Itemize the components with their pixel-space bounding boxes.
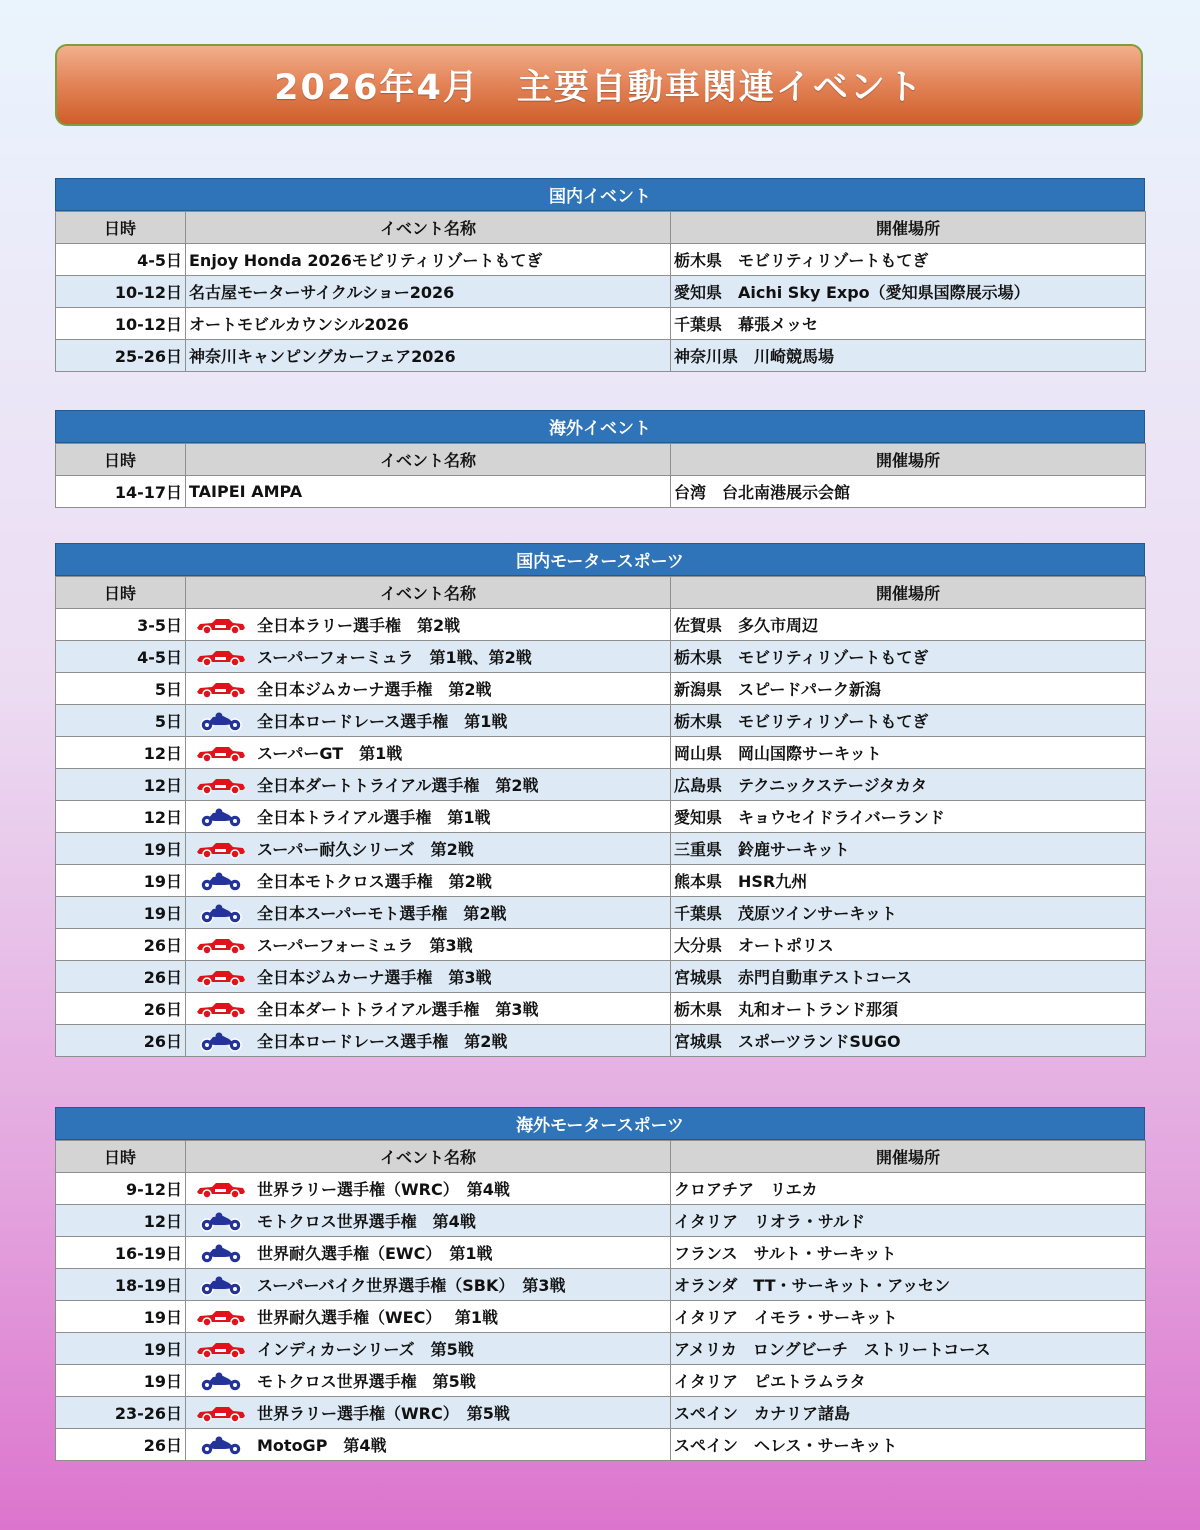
event-venue: スペイン カナリア諸島 bbox=[671, 1397, 1146, 1429]
table-row bbox=[56, 1429, 1146, 1461]
event-name: スーパーバイク世界選手権（SBK） 第3戦 bbox=[257, 1275, 566, 1295]
event-venue: スペイン ヘレス・サーキット bbox=[671, 1429, 1146, 1461]
event-venue: 熊本県 HSR九州 bbox=[671, 865, 1146, 897]
event-venue: 広島県 テクニックステージタカタ bbox=[671, 769, 1146, 801]
events-table bbox=[55, 443, 1146, 508]
event-name: 全日本ダートトライアル選手権 第3戦 bbox=[257, 999, 539, 1019]
race-car-icon bbox=[195, 680, 247, 700]
table-row bbox=[56, 897, 1146, 929]
event-name: モトクロス世界選手権 第4戦 bbox=[257, 1211, 476, 1231]
event-date: 26日 bbox=[56, 929, 186, 961]
motorcycle-icon bbox=[195, 712, 247, 732]
motorcycle-icon bbox=[195, 1244, 247, 1264]
event-name-cell bbox=[186, 897, 671, 929]
table-row bbox=[56, 1333, 1146, 1365]
motorcycle-icon bbox=[195, 1436, 247, 1456]
race-car-icon bbox=[195, 776, 247, 796]
event-name-cell bbox=[186, 737, 671, 769]
table-row bbox=[56, 1205, 1146, 1237]
event-venue: 栃木県 モビリティリゾートもてぎ bbox=[671, 244, 1146, 276]
event-venue: イタリア ピエトラムラタ bbox=[671, 1365, 1146, 1397]
event-date: 12日 bbox=[56, 769, 186, 801]
motorcycle-icon bbox=[195, 808, 247, 828]
event-name-cell bbox=[186, 1173, 671, 1205]
event-name: 世界ラリー選手権（WRC） 第5戦 bbox=[257, 1403, 510, 1423]
event-name: 全日本ダートトライアル選手権 第2戦 bbox=[257, 775, 539, 795]
event-date: 18-19日 bbox=[56, 1269, 186, 1301]
motorcycle-icon bbox=[195, 1032, 247, 1052]
event-name: 全日本ジムカーナ選手権 第3戦 bbox=[257, 967, 492, 987]
event-venue: 新潟県 スピードパーク新潟 bbox=[671, 673, 1146, 705]
race-car-icon bbox=[195, 1180, 247, 1200]
event-name: インディカーシリーズ 第5戦 bbox=[257, 1339, 474, 1359]
table-row bbox=[56, 769, 1146, 801]
events-table bbox=[55, 211, 1146, 372]
event-date: 16-19日 bbox=[56, 1237, 186, 1269]
event-date: 5日 bbox=[56, 673, 186, 705]
event-name: TAIPEI AMPA bbox=[189, 482, 303, 501]
event-name-cell bbox=[186, 1333, 671, 1365]
event-name-cell bbox=[186, 1365, 671, 1397]
event-name: 全日本ロードレース選手権 第1戦 bbox=[257, 711, 508, 731]
event-name: スーパーフォーミュラ 第1戦、第2戦 bbox=[257, 647, 532, 667]
race-car-icon bbox=[195, 1340, 247, 1360]
race-car-icon bbox=[195, 616, 247, 636]
header-row bbox=[56, 212, 1146, 244]
header-row bbox=[56, 444, 1146, 476]
event-name-cell bbox=[186, 833, 671, 865]
table-row bbox=[56, 673, 1146, 705]
event-name-cell bbox=[186, 476, 671, 508]
event-date: 25-26日 bbox=[56, 340, 186, 372]
event-date: 23-26日 bbox=[56, 1397, 186, 1429]
table-row bbox=[56, 308, 1146, 340]
event-venue: 栃木県 丸和オートランド那須 bbox=[671, 993, 1146, 1025]
event-name-cell bbox=[186, 1205, 671, 1237]
event-date: 19日 bbox=[56, 897, 186, 929]
table-row bbox=[56, 737, 1146, 769]
event-date: 4-5日 bbox=[56, 244, 186, 276]
section-domestic-motorsports bbox=[55, 543, 1145, 1057]
event-name-cell bbox=[186, 1025, 671, 1057]
section-overseas-events bbox=[55, 410, 1145, 508]
event-venue: イタリア リオラ・サルド bbox=[671, 1205, 1146, 1237]
event-name-cell bbox=[186, 801, 671, 833]
event-venue: 千葉県 茂原ツインサーキット bbox=[671, 897, 1146, 929]
event-venue: 愛知県 キョウセイドライバーランド bbox=[671, 801, 1146, 833]
race-car-icon bbox=[195, 744, 247, 764]
event-name-cell bbox=[186, 1397, 671, 1429]
column-header-name: イベント名称 bbox=[186, 577, 671, 609]
event-name-cell bbox=[186, 276, 671, 308]
table-row bbox=[56, 801, 1146, 833]
table-row bbox=[56, 961, 1146, 993]
section-title: 海外イベント bbox=[55, 410, 1145, 443]
event-venue: イタリア イモラ・サーキット bbox=[671, 1301, 1146, 1333]
event-name: スーパーフォーミュラ 第3戦 bbox=[257, 935, 473, 955]
section-title: 国内モータースポーツ bbox=[55, 543, 1145, 576]
event-date: 26日 bbox=[56, 993, 186, 1025]
event-date: 5日 bbox=[56, 705, 186, 737]
event-date: 19日 bbox=[56, 865, 186, 897]
event-name: 全日本ラリー選手権 第2戦 bbox=[257, 615, 461, 635]
page-title: 2026年4月 主要自動車関連イベント bbox=[55, 44, 1143, 126]
event-name: 世界ラリー選手権（WRC） 第4戦 bbox=[257, 1179, 510, 1199]
table-row bbox=[56, 865, 1146, 897]
event-name: 全日本トライアル選手権 第1戦 bbox=[257, 807, 491, 827]
table-row bbox=[56, 476, 1146, 508]
event-venue: 神奈川県 川崎競馬場 bbox=[671, 340, 1146, 372]
event-name-cell bbox=[186, 993, 671, 1025]
table-row bbox=[56, 1301, 1146, 1333]
column-header-venue: 開催場所 bbox=[671, 212, 1146, 244]
event-venue: 大分県 オートポリス bbox=[671, 929, 1146, 961]
event-venue: 宮城県 赤門自動車テストコース bbox=[671, 961, 1146, 993]
event-date: 26日 bbox=[56, 1025, 186, 1057]
table-row bbox=[56, 1397, 1146, 1429]
table-row bbox=[56, 641, 1146, 673]
race-car-icon bbox=[195, 1308, 247, 1328]
event-venue: クロアチア リエカ bbox=[671, 1173, 1146, 1205]
event-name: 神奈川キャンピングカーフェア2026 bbox=[189, 347, 456, 366]
motorcycle-icon bbox=[195, 904, 247, 924]
event-date: 19日 bbox=[56, 1365, 186, 1397]
table-row bbox=[56, 993, 1146, 1025]
event-name-cell bbox=[186, 340, 671, 372]
table-row bbox=[56, 244, 1146, 276]
event-name: 全日本モトクロス選手権 第2戦 bbox=[257, 871, 492, 891]
event-venue: 栃木県 モビリティリゾートもてぎ bbox=[671, 705, 1146, 737]
header-row bbox=[56, 577, 1146, 609]
column-header-date: 日時 bbox=[56, 1141, 186, 1173]
event-name: 世界耐久選手権（EWC） 第1戦 bbox=[257, 1243, 493, 1263]
event-name: スーパー耐久シリーズ 第2戦 bbox=[257, 839, 474, 859]
event-venue: フランス サルト・サーキット bbox=[671, 1237, 1146, 1269]
event-name-cell bbox=[186, 1269, 671, 1301]
column-header-name: イベント名称 bbox=[186, 212, 671, 244]
event-venue: 佐賀県 多久市周辺 bbox=[671, 609, 1146, 641]
race-car-icon bbox=[195, 1000, 247, 1020]
event-venue: アメリカ ロングビーチ ストリートコース bbox=[671, 1333, 1146, 1365]
event-name: 名古屋モーターサイクルショー2026 bbox=[189, 283, 455, 302]
column-header-venue: 開催場所 bbox=[671, 1141, 1146, 1173]
event-name-cell bbox=[186, 673, 671, 705]
event-date: 26日 bbox=[56, 961, 186, 993]
event-name: 世界耐久選手権（WEC） 第1戦 bbox=[257, 1307, 499, 1327]
event-venue: 愛知県 Aichi Sky Expo（愛知県国際展示場） bbox=[671, 276, 1146, 308]
motorcycle-icon bbox=[195, 1276, 247, 1296]
column-header-venue: 開催場所 bbox=[671, 444, 1146, 476]
event-name: Enjoy Honda 2026モビリティリゾートもてぎ bbox=[189, 251, 543, 270]
race-car-icon bbox=[195, 840, 247, 860]
table-row bbox=[56, 276, 1146, 308]
table-row bbox=[56, 1173, 1146, 1205]
event-date: 12日 bbox=[56, 801, 186, 833]
event-name-cell bbox=[186, 1237, 671, 1269]
column-header-name: イベント名称 bbox=[186, 1141, 671, 1173]
event-date: 10-12日 bbox=[56, 276, 186, 308]
motorcycle-icon bbox=[195, 1212, 247, 1232]
event-date: 9-12日 bbox=[56, 1173, 186, 1205]
event-venue: 栃木県 モビリティリゾートもてぎ bbox=[671, 641, 1146, 673]
table-row bbox=[56, 705, 1146, 737]
table-row bbox=[56, 1269, 1146, 1301]
race-car-icon bbox=[195, 936, 247, 956]
column-header-date: 日時 bbox=[56, 444, 186, 476]
event-venue: オランダ TT・サーキット・アッセン bbox=[671, 1269, 1146, 1301]
event-name-cell bbox=[186, 244, 671, 276]
event-date: 12日 bbox=[56, 737, 186, 769]
section-title: 国内イベント bbox=[55, 178, 1145, 211]
event-name: モトクロス世界選手権 第5戦 bbox=[257, 1371, 476, 1391]
table-row bbox=[56, 340, 1146, 372]
event-venue: 千葉県 幕張メッセ bbox=[671, 308, 1146, 340]
table-row bbox=[56, 1025, 1146, 1057]
event-name-cell bbox=[186, 1301, 671, 1333]
events-table bbox=[55, 576, 1146, 1057]
race-car-icon bbox=[195, 648, 247, 668]
event-name-cell bbox=[186, 609, 671, 641]
section-title: 海外モータースポーツ bbox=[55, 1107, 1145, 1140]
event-venue: 三重県 鈴鹿サーキット bbox=[671, 833, 1146, 865]
event-venue: 宮城県 スポーツランドSUGO bbox=[671, 1025, 1146, 1057]
event-name: オートモビルカウンシル2026 bbox=[189, 315, 409, 334]
event-name-cell bbox=[186, 929, 671, 961]
table-row bbox=[56, 1365, 1146, 1397]
motorcycle-icon bbox=[195, 872, 247, 892]
event-name-cell bbox=[186, 308, 671, 340]
table-row bbox=[56, 833, 1146, 865]
event-date: 4-5日 bbox=[56, 641, 186, 673]
event-name-cell bbox=[186, 1429, 671, 1461]
event-venue: 岡山県 岡山国際サーキット bbox=[671, 737, 1146, 769]
event-date: 19日 bbox=[56, 833, 186, 865]
header-row bbox=[56, 1141, 1146, 1173]
event-name-cell bbox=[186, 769, 671, 801]
race-car-icon bbox=[195, 1404, 247, 1424]
event-date: 14-17日 bbox=[56, 476, 186, 508]
column-header-name: イベント名称 bbox=[186, 444, 671, 476]
event-date: 19日 bbox=[56, 1301, 186, 1333]
event-date: 10-12日 bbox=[56, 308, 186, 340]
event-date: 26日 bbox=[56, 1429, 186, 1461]
column-header-date: 日時 bbox=[56, 212, 186, 244]
table-row bbox=[56, 1237, 1146, 1269]
event-name: MotoGP 第4戦 bbox=[257, 1435, 387, 1455]
event-name-cell bbox=[186, 865, 671, 897]
section-overseas-motorsports bbox=[55, 1107, 1145, 1461]
table-row bbox=[56, 609, 1146, 641]
event-date: 19日 bbox=[56, 1333, 186, 1365]
event-name-cell bbox=[186, 705, 671, 737]
column-header-venue: 開催場所 bbox=[671, 577, 1146, 609]
event-name: 全日本ロードレース選手権 第2戦 bbox=[257, 1031, 508, 1051]
race-car-icon bbox=[195, 968, 247, 988]
table-row bbox=[56, 929, 1146, 961]
event-date: 3-5日 bbox=[56, 609, 186, 641]
events-table bbox=[55, 1140, 1146, 1461]
event-name: スーパーGT 第1戦 bbox=[257, 743, 403, 763]
event-name-cell bbox=[186, 641, 671, 673]
event-name: 全日本ジムカーナ選手権 第2戦 bbox=[257, 679, 492, 699]
event-name-cell bbox=[186, 961, 671, 993]
motorcycle-icon bbox=[195, 1372, 247, 1392]
event-date: 12日 bbox=[56, 1205, 186, 1237]
section-domestic-events bbox=[55, 178, 1145, 372]
event-name: 全日本スーパーモト選手権 第2戦 bbox=[257, 903, 507, 923]
event-venue: 台湾 台北南港展示会館 bbox=[671, 476, 1146, 508]
column-header-date: 日時 bbox=[56, 577, 186, 609]
